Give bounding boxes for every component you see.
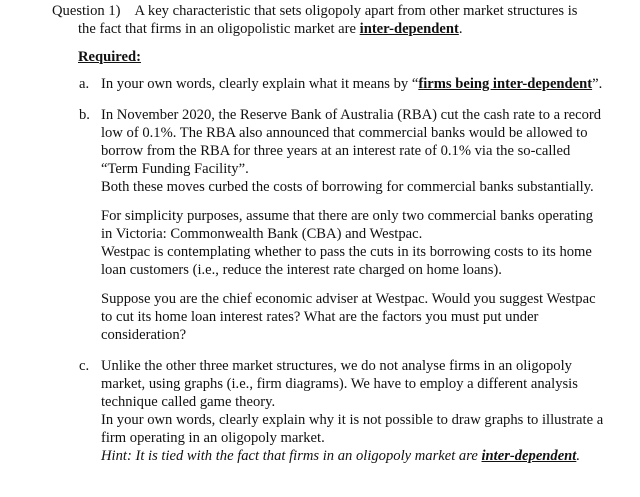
question-text-period: . xyxy=(458,21,463,37)
inter-dependent-emphasis: inter-dependent xyxy=(359,21,459,37)
required-heading: Required: xyxy=(78,49,141,65)
part-c-line: In your own words, clearly explain why it is not possible to draw graphs to illustrate a xyxy=(101,412,604,428)
part-b-line: consideration? xyxy=(101,327,187,343)
question-line-2 xyxy=(78,20,463,38)
part-c-line: Unlike the other three market structures, we do not analyse firms in an oligopoly xyxy=(101,358,572,374)
part-c-line: technique called game theory. xyxy=(101,394,276,410)
part-c-hint-text: Hint: It is tied with the fact that firms in an oligopoly market are xyxy=(101,448,482,464)
part-c-line: market, using graphs (i.e., firm diagrams). We have to employ a different analysis xyxy=(101,376,578,392)
part-b-line: low of 0.1%. The RBA also announced that commercial banks would be allowed to xyxy=(101,125,588,141)
part-b-line: For simplicity purposes, assume that there are only two commercial banks operating xyxy=(101,208,594,224)
part-a-marker: a. xyxy=(79,76,90,92)
part-b-line: “Term Funding Facility”. xyxy=(101,161,249,177)
part-b-line: in Victoria: Commonwealth Bank (CBA) and Westpac. xyxy=(101,226,423,242)
part-c-line: firm operating in an oligopoly market. xyxy=(101,430,325,446)
question-line-1 xyxy=(52,2,577,20)
part-a-text-pre: In your own words, clearly explain what it means by “ xyxy=(101,76,419,92)
part-b-marker: b. xyxy=(79,107,90,123)
part-c-hint-period: . xyxy=(576,448,581,464)
part-a-emphasis: firms being inter-dependent xyxy=(418,76,593,92)
part-a-text xyxy=(101,75,602,93)
part-c-hint xyxy=(101,447,580,465)
part-c-hint-emphasis: inter-dependent xyxy=(481,448,577,464)
part-b-line: Both these moves curbed the costs of borrowing for commercial banks substantially. xyxy=(101,179,594,195)
question-text-line-2: the fact that firms in an oligopolistic market are xyxy=(78,21,360,37)
question-text-line-1: A key characteristic that sets oligopoly apart from other market structures is xyxy=(134,3,578,19)
part-b-line: borrow from the RBA for three years at an interest rate of 0.1% via the so-called xyxy=(101,143,571,159)
part-b-line: In November 2020, the Reserve Bank of Australia (RBA) cut the cash rate to a record xyxy=(101,107,602,123)
part-b-line: loan customers (i.e., reduce the interest rate charged on home loans). xyxy=(101,262,502,278)
question-label: Question 1) xyxy=(52,3,121,19)
part-b-line: Westpac is contemplating whether to pass the cuts in its borrowing costs to its home xyxy=(101,244,592,260)
part-a-text-post: ”. xyxy=(592,76,603,92)
part-c-marker: c. xyxy=(79,358,90,374)
part-b-line: to cut its home loan interest rates? What are the factors you must put under xyxy=(101,309,539,325)
part-b-line: Suppose you are the chief economic adviser at Westpac. Would you suggest Westpac xyxy=(101,291,596,307)
